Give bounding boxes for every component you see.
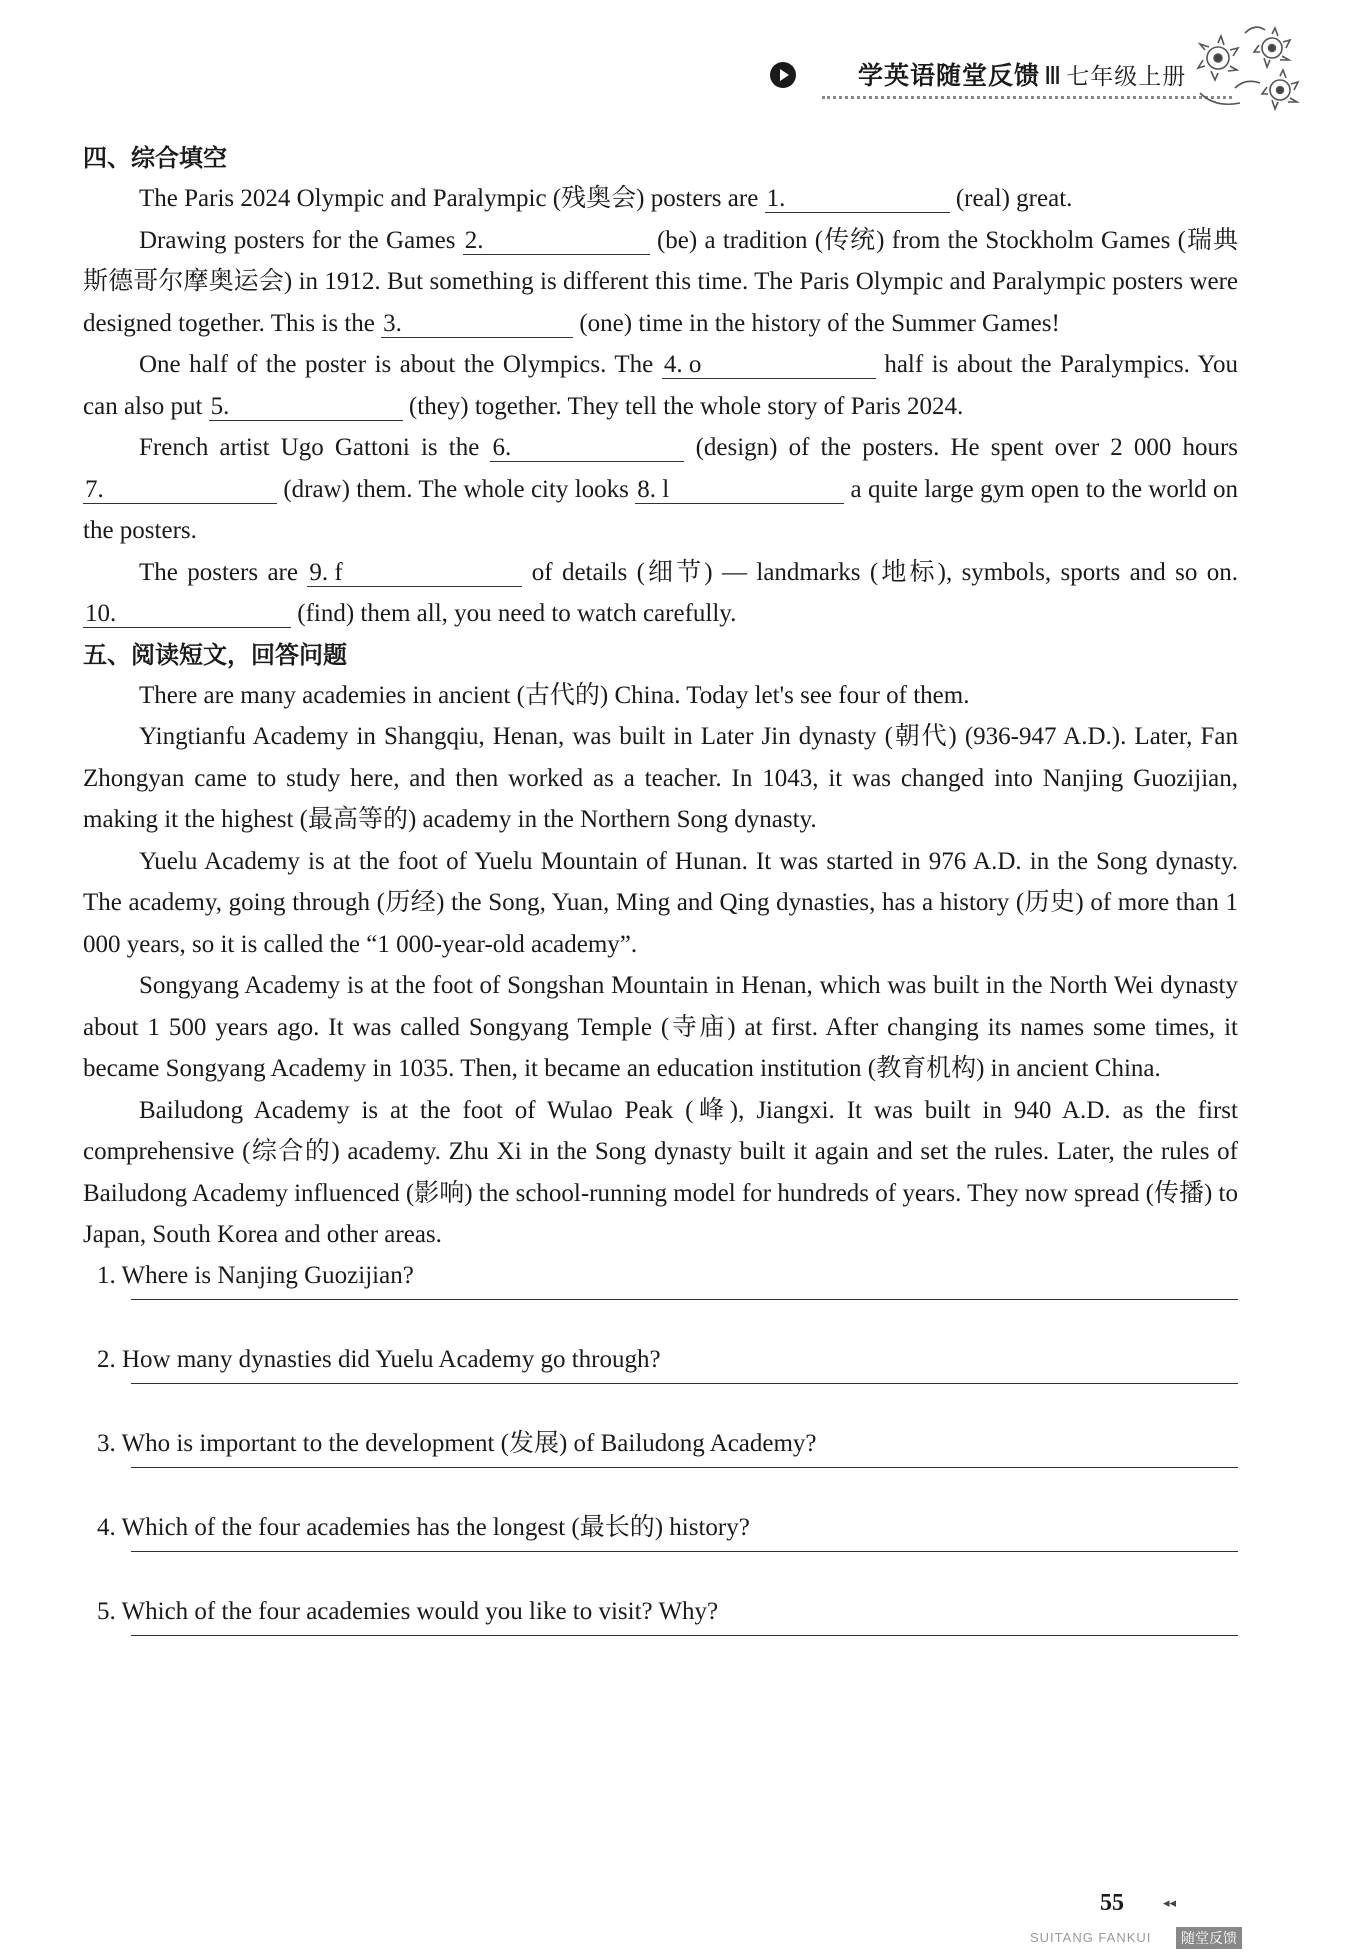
page-content — [83, 138, 1238, 1676]
blank-2[interactable]: 2. — [463, 226, 650, 255]
question-2: 2. How many dynasties did Yuelu Academy go through? — [97, 1345, 661, 1373]
question-5: 5. Which of the four academies would you like to visit? Why? — [97, 1597, 719, 1625]
page-number: 55 — [1100, 1890, 1124, 1916]
text-run: (find) them all, you need to watch carefully. — [291, 600, 737, 627]
blank-3[interactable]: 3. — [381, 309, 573, 338]
book-title — [858, 56, 1186, 92]
back-arrows-icon: ◂◂ — [1163, 1896, 1177, 1911]
answer-line-1[interactable] — [131, 1296, 1238, 1300]
cloze-paragraph-4 — [83, 427, 1238, 552]
text-run: (real) great. — [949, 185, 1073, 212]
text-run: (one) time in the history of the Summer Games! — [573, 309, 1060, 337]
flower-ornament-icon — [1190, 18, 1310, 128]
footer-badge: 随堂反馈 — [1176, 1927, 1242, 1949]
cloze-paragraph-3 — [83, 344, 1238, 427]
blank-7[interactable]: 7. — [83, 475, 277, 504]
volume-separator: Ⅲ — [1044, 61, 1063, 90]
grade-label: 七年级上册 — [1066, 64, 1187, 90]
text-run: (be) a tradition (传统) from the Stockholm Games (瑞典斯德哥尔摩奥运会) in 1912. But something is different this time. The Paris Olympic and Paralympic posters were designed together. This is the — [83, 226, 1239, 337]
blank-5[interactable]: 5. — [209, 392, 403, 421]
text-run: half is about the Paralympics. You can also put — [83, 351, 1239, 420]
play-icon — [770, 62, 796, 88]
answer-line-2[interactable] — [131, 1380, 1238, 1384]
reading-paragraph-5: Bailudong Academy is at the foot of Wulao Peak (峰), Jiangxi. It was built in 940 A.D. as the first comprehensive (综合的) academy. Zhu Xi in the Song dynasty built it again and set the rules. Later, the rules of Bailudong Academy influenced (影响) the school-running model for hundreds of years. They now spread (传播) to Japan, South Korea and other areas. — [83, 1096, 1238, 1248]
answer-line-3[interactable] — [131, 1464, 1238, 1468]
text-run: The posters are — [139, 558, 308, 586]
reading-paragraph-4: Songyang Academy is at the foot of Songshan Mountain in Henan, which was built in the North Wei dynasty about 1 500 years ago. It was called Songyang Temple (寺庙) at first. After changing its names some times, it became Songyang Academy in 1035. Then, it became an education institution (教育机构) in ancient China. — [83, 972, 1238, 1082]
footer-brand: SUITANG FANKUI — [1030, 1930, 1152, 1945]
text-run: French artist Ugo Gattoni is the — [139, 434, 491, 461]
question-3: 3. Who is important to the development (发展) of Bailudong Academy? — [97, 1429, 817, 1457]
text-run: One half of the poster is about the Olympics. The — [139, 351, 662, 378]
header-dotted-divider — [822, 96, 1232, 99]
text-run: The Paris 2024 Olympic and Paralympic (残奥会) posters are — [139, 185, 765, 212]
section-5-title: 五、阅读短文，回答问题 — [83, 640, 347, 669]
reading-paragraph-2: Yingtianfu Academy in Shangqiu, Henan, was built in Later Jin dynasty (朝代) (936-947 A.D.). Later, Fan Zhongyan came to study here, and then worked as a teacher. In 1043, it was changed into Nanjing Guozijian, making it the highest (最高等的) academy in the Northern Song dynasty. — [83, 723, 1238, 833]
cloze-paragraph-1 — [83, 178, 1238, 220]
blank-10[interactable]: 10. — [83, 599, 291, 628]
text-run: a quite large gym open to the world on the posters. — [83, 475, 1238, 544]
reading-paragraph-3: Yuelu Academy is at the foot of Yuelu Mountain of Hunan. It was started in 976 A.D. in the Song dynasty. The academy, going through (历经) the Song, Yuan, Ming and Qing dynasties, has a history (历史) of more than 1 000 years, so it is called the “1 000-year-old academy”. — [83, 847, 1238, 958]
text-run: (they) together. They tell the whole story of Paris 2024. — [402, 392, 964, 420]
question-4: 4. Which of the four academies has the longest (最长的) history? — [97, 1513, 750, 1541]
answer-line-4[interactable] — [131, 1548, 1238, 1552]
blank-6[interactable]: 6. — [490, 433, 684, 462]
blank-1[interactable]: 1. — [765, 184, 950, 213]
blank-4[interactable]: 4. o — [662, 350, 876, 379]
cloze-paragraph-5 — [83, 552, 1238, 635]
section-4-title: 四、综合填空 — [83, 144, 227, 172]
blank-9[interactable]: 9. f — [307, 558, 522, 587]
question-1: 1. Where is Nanjing Guozijian? — [97, 1261, 414, 1289]
cloze-paragraph-2 — [83, 220, 1238, 345]
text-run: of details (细节) — landmarks (地标), symbols, sports and so on. — [522, 558, 1238, 586]
text-run: (design) of the posters. He spent over 2 000 hours — [684, 434, 1239, 461]
reading-paragraph-1: There are many academies in ancient (古代的) China. Today let's see four of them. — [139, 681, 970, 709]
blank-8[interactable]: 8. l — [635, 475, 844, 504]
text-run: (draw) them. The whole city looks — [277, 475, 636, 503]
book-title-text: 学英语随堂反馈 — [858, 61, 1041, 90]
answer-line-5[interactable] — [131, 1632, 1238, 1636]
text-run: Drawing posters for the Games — [139, 226, 463, 254]
